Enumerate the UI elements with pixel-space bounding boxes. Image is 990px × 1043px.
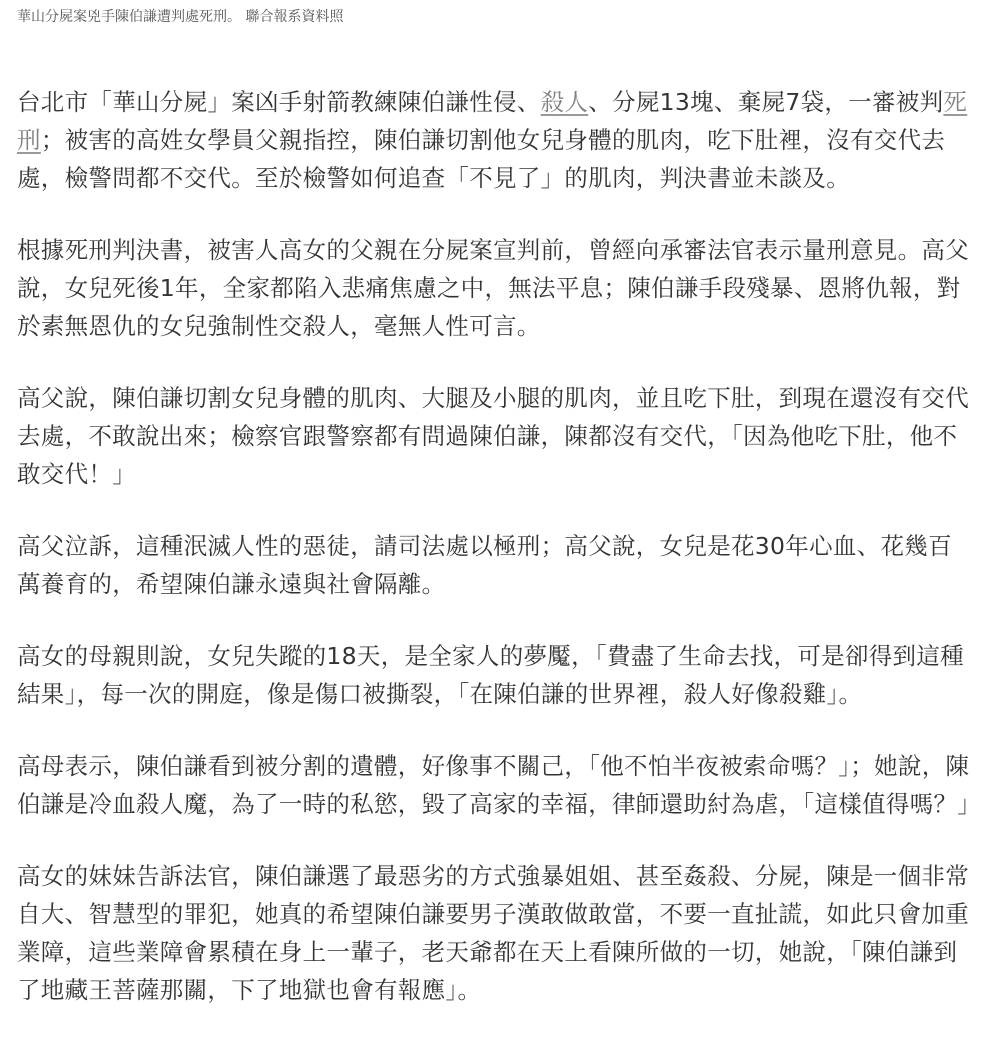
article-body [17, 83, 982, 1043]
photo-caption: 華山分屍案兇手陳伯謙遭判處死刑。 聯合報系資料照 [17, 9, 344, 25]
paragraph-5: 高女的母親則說，女兒失蹤的18天，是全家人的夢魘，「費盡了生命去找，可是卻得到這種結果」，每一次的開庭，像是傷口被撕裂，「在陳伯謙的世界裡，殺人好像殺雞」。 [17, 642, 964, 708]
paragraph-2: 根據死刑判決書，被害人高女的父親在分屍案宣判前，曾經向承審法官表示量刑意見。高父說，女兒死後1年，全家都陷入悲痛焦慮之中，無法平息；陳伯謙手段殘暴、恩將仇報，對於素無恩仇的女兒強制性交殺人，毫無人性可言。 [17, 236, 969, 340]
paragraph-1-text-b: 、分屍13塊、棄屍7袋，一審被判 [588, 88, 944, 116]
paragraph-1 [17, 83, 975, 197]
paragraph-1-text-a: 台北市「華山分屍」案凶手射箭教練陳伯謙性侵、 [17, 88, 541, 116]
paragraph-1-text-c: ；被害的高姓女學員父親指控，陳伯謙切割他女兒身體的肌肉，吃下肚裡，沒有交代去處，檢警問都不交代。至於檢警如何追查「不見了」的肌肉，判決書並未談及。 [17, 126, 946, 192]
keyword-link-death-penalty[interactable]: 死刑 [17, 88, 968, 154]
paragraph-4: 高父泣訴，這種泯滅人性的惡徒，請司法處以極刑；高父說，女兒是花30年心血、花幾百萬養育的，希望陳伯謙永遠與社會隔離。 [17, 532, 952, 598]
keyword-link-murder[interactable]: 殺人 [540, 88, 589, 116]
paragraph-7: 高女的妹妹告訴法官，陳伯謙選了最惡劣的方式強暴姐姐、甚至姦殺、分屍，陳是一個非常自大、智慧型的罪犯，她真的希望陳伯謙要男子漢敢做敢當，不要一直扯謊，如此只會加重業障，這些業障會累積在身上一輩子，老天爺都在天上看陳所做的一切，她說，「陳伯謙到了地藏王菩薩那關，下了地獄也會有報應」。 [17, 862, 969, 1004]
paragraph-3: 高父說，陳伯謙切割女兒身體的肌肉、大腿及小腿的肌肉，並且吃下肚，到現在還沒有交代去處，不敢說出來；檢察官跟警察都有問過陳伯謙，陳都沒有交代，「因為他吃下肚，他不敢交代！」 [17, 384, 969, 488]
paragraph-6: 高母表示，陳伯謙看到被分割的遺體，好像事不關己，「他不怕半夜被索命嗎？」；她說，陳伯謙是冷血殺人魔，為了一時的私慾，毀了高家的幸福，律師還助紂為虐，「這樣值得嗎？」 [17, 752, 982, 818]
